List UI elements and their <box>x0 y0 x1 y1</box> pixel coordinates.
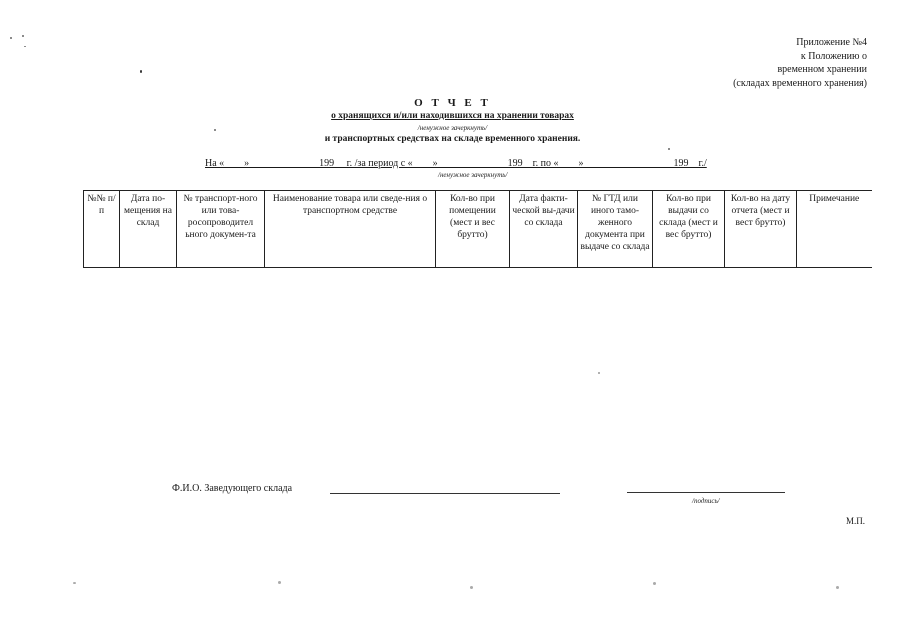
col-header-placement-date: Дата по-мещения на склад <box>120 191 177 268</box>
date-line-text: На «____»______________199__ г. /за период с «____»______________199__г. по «____»__________________199__г./ <box>205 158 707 169</box>
scan-speck <box>22 35 24 37</box>
scan-speck <box>668 148 670 150</box>
scan-speck <box>836 586 839 589</box>
col-header-transport-doc: № транспорт-ного или това-росопроводител ьного докумен-та <box>177 191 265 268</box>
date-line <box>205 158 707 169</box>
document-title: О Т Ч Е Т <box>414 97 491 109</box>
document-subtitle-1 <box>0 111 905 121</box>
document-subtitle-2: и транспортных средствах на складе временного хранения. <box>324 134 581 144</box>
appendix-line-3: временном хранении <box>777 64 867 75</box>
col-header-customs-doc: № ГТД или иного тамо-женного документа при выдаче со склада <box>578 191 653 268</box>
signature-line <box>627 492 785 493</box>
subtitle-1-text: о хранящихся и/или находившихся на хранении товарах <box>331 111 574 121</box>
table-header-row <box>84 191 872 268</box>
col-header-qty-released: Кол-во при выдачи со склада (мест и вес брутто) <box>653 191 725 268</box>
scan-speck <box>140 70 142 73</box>
scan-speck <box>470 586 473 589</box>
col-header-qty-report-date: Кол-во на дату отчета (мест и вест брутто) <box>725 191 797 268</box>
col-header-release-date: Дата факти-ческой вы-дачи со склада <box>510 191 578 268</box>
scan-speck <box>73 582 76 584</box>
signature-note: /подпись/ <box>692 497 720 505</box>
col-header-goods-name: Наименование товара или сведе-ния о транспортном средстве <box>265 191 436 268</box>
appendix-line-1: Приложение №4 <box>796 37 867 48</box>
col-header-notes: Примечание <box>797 191 872 268</box>
stamp-mark: М.П. <box>846 516 866 526</box>
appendix-line-2: к Положению о <box>800 50 867 62</box>
name-line <box>330 493 560 494</box>
scan-speck <box>278 581 281 584</box>
signature-label: Ф.И.О. Заведующего склада <box>172 483 293 494</box>
scan-speck <box>214 129 216 131</box>
col-header-qty-placed: Кол-во при помещении (мест и вес брутто) <box>436 191 510 268</box>
report-table <box>83 190 872 268</box>
scan-speck <box>24 46 26 47</box>
strike-out-note-1: /ненужное зачеркнуть/ <box>417 124 488 132</box>
appendix-block <box>647 36 867 90</box>
appendix-line-4: (складах временного хранения) <box>733 77 867 89</box>
col-header-number: №№ п/п <box>84 191 120 268</box>
scan-speck <box>653 582 656 585</box>
scan-speck <box>10 37 12 39</box>
strike-out-note-2: /ненужное зачеркнуть/ <box>438 171 508 179</box>
scan-speck <box>598 372 600 374</box>
